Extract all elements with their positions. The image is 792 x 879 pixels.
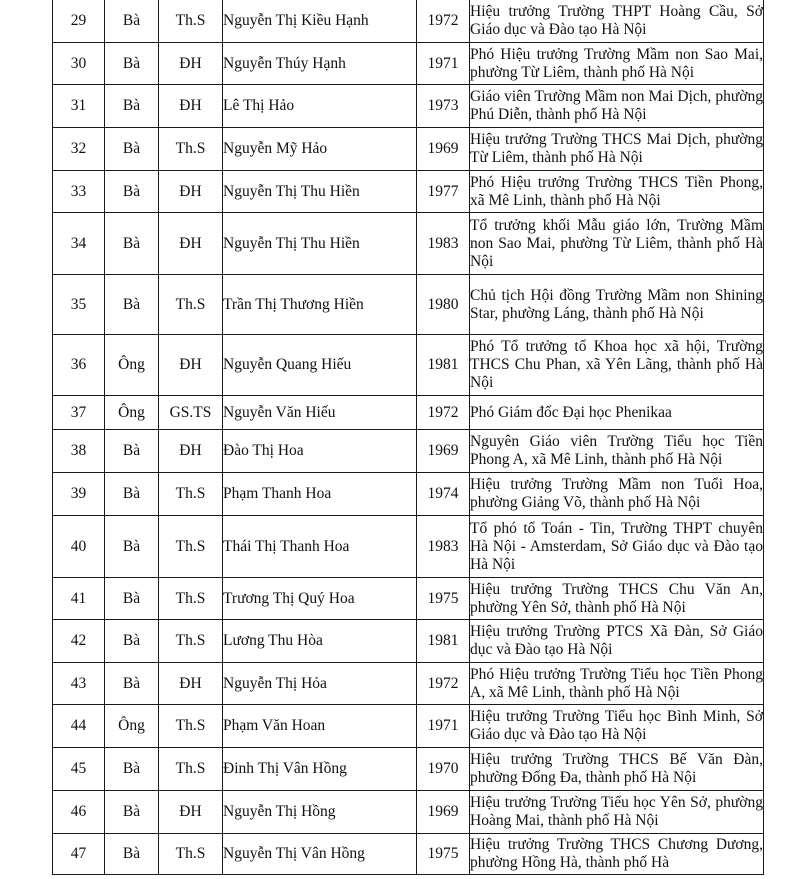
- order-number: 41: [70, 589, 87, 607]
- order-number-cell: [53, 43, 105, 85]
- academic-degree: ĐH: [179, 97, 202, 114]
- job-position-cell: [470, 834, 764, 875]
- title-honorific: Bà: [122, 182, 141, 200]
- table-row: [53, 85, 764, 128]
- job-position-cell: [470, 275, 764, 335]
- full-name: Nguyễn Thị Hỏa: [223, 674, 327, 692]
- title-honorific-cell: [105, 430, 159, 473]
- job-position-cell: [470, 516, 764, 578]
- academic-degree-cell: [159, 834, 223, 875]
- birth-year-cell: [417, 335, 470, 396]
- full-name: Phạm Văn Hoan: [223, 717, 326, 734]
- birth-year-cell: [417, 275, 470, 335]
- academic-degree: Th.S: [175, 11, 206, 29]
- academic-degree-cell: [159, 473, 223, 516]
- title-honorific-cell: [105, 43, 159, 85]
- job-position-cell: [470, 171, 764, 213]
- order-number: 43: [70, 674, 87, 692]
- full-name: Nguyễn Thị Kiều Hạnh: [223, 11, 369, 29]
- table-body: [53, 0, 764, 875]
- table-row: [53, 171, 764, 213]
- order-number-cell: [53, 791, 105, 834]
- table-row: [53, 0, 764, 43]
- order-number: 44: [70, 717, 87, 734]
- academic-degree: Th.S: [175, 632, 206, 649]
- full-name: Lê Thị Hảo: [223, 97, 295, 114]
- job-position-cell: [470, 213, 764, 275]
- order-number-cell: [53, 275, 105, 335]
- title-honorific-cell: [105, 396, 159, 430]
- order-number-cell: [53, 213, 105, 275]
- title-honorific: Bà: [122, 589, 141, 607]
- birth-year-cell: [417, 705, 470, 748]
- full-name-cell: [223, 578, 417, 620]
- birth-year: 1974: [427, 485, 459, 502]
- academic-degree-cell: [159, 0, 223, 43]
- title-honorific-cell: [105, 213, 159, 275]
- full-name-cell: [223, 620, 417, 663]
- job-position: Phó Hiệu trưởng Trường Mầm non Sao Mai, phường Từ Liêm, thành phố Hà Nội: [470, 45, 763, 81]
- table-row: [53, 663, 764, 705]
- order-number-cell: [53, 171, 105, 213]
- table-row: [53, 516, 764, 578]
- order-number-cell: [53, 705, 105, 748]
- academic-degree: Th.S: [175, 537, 206, 555]
- order-number-cell: [53, 473, 105, 516]
- academic-degree: Th.S: [175, 140, 206, 157]
- birth-year: 1972: [427, 674, 459, 692]
- order-number: 30: [70, 54, 87, 72]
- birth-year-cell: [417, 473, 470, 516]
- birth-year-cell: [417, 620, 470, 663]
- order-number: 33: [70, 182, 87, 200]
- job-position: Hiệu trưởng Trường Tiểu học Yên Sở, phường Hoàng Mai, thành phố Hà Nội: [470, 794, 763, 829]
- academic-degree-cell: [159, 85, 223, 128]
- birth-year: 1973: [427, 97, 459, 114]
- birth-year: 1975: [427, 845, 459, 862]
- title-honorific-cell: [105, 705, 159, 748]
- job-position-cell: [470, 43, 764, 85]
- academic-degree: ĐH: [179, 442, 202, 459]
- job-position: Phó Giám đốc Đại học Phenikaa: [470, 403, 672, 421]
- job-position: Hiệu trưởng Trường Mầm non Tuổi Hoa, phường Giảng Võ, thành phố Hà Nội: [470, 476, 763, 511]
- academic-degree-cell: [159, 748, 223, 791]
- academic-degree: Th.S: [175, 717, 206, 734]
- full-name: Nguyễn Thúy Hạnh: [223, 54, 346, 72]
- academic-degree-cell: [159, 516, 223, 578]
- full-name-cell: [223, 663, 417, 705]
- job-position: Hiệu trưởng Trường THCS Chu Văn An, phường Yên Sở, thành phố Hà Nội: [470, 580, 763, 616]
- title-honorific-cell: [105, 663, 159, 705]
- order-number: 47: [70, 845, 87, 862]
- birth-year: 1970: [427, 760, 459, 777]
- job-position: Phó Tổ trưởng tổ Khoa học xã hội, Trường THCS Chu Phan, xã Yên Lãng, thành phố Hà Nội: [470, 338, 763, 391]
- title-honorific-cell: [105, 0, 159, 43]
- academic-degree-cell: [159, 335, 223, 396]
- table-row: [53, 791, 764, 834]
- full-name-cell: [223, 430, 417, 473]
- birth-year: 1971: [427, 717, 459, 734]
- birth-year-cell: [417, 834, 470, 875]
- full-name: Nguyễn Mỹ Hảo: [223, 140, 328, 157]
- full-name-cell: [223, 128, 417, 171]
- academic-degree: GS.TS: [169, 403, 212, 421]
- title-honorific: Bà: [122, 54, 141, 72]
- job-position: Hiệu trưởng Trường PTCS Xã Đàn, Sở Giáo dục và Đào tạo Hà Nội: [470, 623, 763, 658]
- order-number-cell: [53, 335, 105, 396]
- full-name: Lương Thu Hòa: [223, 632, 323, 649]
- academic-degree-cell: [159, 705, 223, 748]
- birth-year-cell: [417, 578, 470, 620]
- academic-degree: Th.S: [175, 589, 206, 607]
- full-name: Đào Thị Hoa: [223, 442, 304, 459]
- order-number-cell: [53, 663, 105, 705]
- table-row: [53, 128, 764, 171]
- table-row: [53, 396, 764, 430]
- birth-year-cell: [417, 516, 470, 578]
- table-row: [53, 335, 764, 396]
- title-honorific: Bà: [122, 632, 141, 649]
- title-honorific: Bà: [122, 485, 141, 502]
- job-position-cell: [470, 396, 764, 430]
- title-honorific: Bà: [122, 760, 141, 777]
- full-name: Nguyễn Thị Vân Hồng: [223, 845, 365, 862]
- title-honorific-cell: [105, 578, 159, 620]
- academic-degree: ĐH: [179, 182, 202, 200]
- birth-year-cell: [417, 791, 470, 834]
- table-row: [53, 430, 764, 473]
- birth-year-cell: [417, 128, 470, 171]
- academic-degree: ĐH: [179, 54, 202, 72]
- birth-year: 1972: [427, 11, 459, 29]
- academic-degree: ĐH: [179, 234, 202, 252]
- order-number: 36: [70, 356, 87, 373]
- full-name-cell: [223, 705, 417, 748]
- order-number-cell: [53, 516, 105, 578]
- title-honorific: Ông: [118, 717, 145, 734]
- title-honorific-cell: [105, 516, 159, 578]
- order-number-cell: [53, 396, 105, 430]
- table-row: [53, 43, 764, 85]
- academic-degree-cell: [159, 430, 223, 473]
- title-honorific: Bà: [122, 234, 141, 252]
- job-position-cell: [470, 663, 764, 705]
- birth-year-cell: [417, 430, 470, 473]
- academic-degree: Th.S: [175, 485, 206, 502]
- title-honorific: Ông: [118, 403, 145, 421]
- job-position: Hiệu trưởng Trường Tiểu học Bình Minh, Sở Giáo dục và Đào tạo Hà Nội: [470, 708, 763, 743]
- academic-degree-cell: [159, 43, 223, 85]
- academic-degree-cell: [159, 578, 223, 620]
- full-name: Đinh Thị Vân Hồng: [223, 760, 347, 777]
- birth-year: 1983: [427, 234, 459, 252]
- order-number-cell: [53, 85, 105, 128]
- birth-year-cell: [417, 213, 470, 275]
- academic-degree: Th.S: [175, 295, 206, 313]
- full-name-cell: [223, 834, 417, 875]
- order-number-cell: [53, 0, 105, 43]
- order-number-cell: [53, 578, 105, 620]
- table-row: [53, 705, 764, 748]
- job-position-cell: [470, 748, 764, 791]
- full-name-cell: [223, 43, 417, 85]
- order-number: 42: [70, 632, 87, 649]
- order-number-cell: [53, 128, 105, 171]
- job-position: Phó Hiệu trưởng Trường Tiểu học Tiền Phong A, xã Mê Linh, thành phố Hà Nội: [470, 665, 763, 701]
- title-honorific: Bà: [122, 140, 141, 157]
- title-honorific-cell: [105, 620, 159, 663]
- full-name: Trần Thị Thương Hiền: [223, 295, 364, 313]
- job-position-cell: [470, 578, 764, 620]
- order-number-cell: [53, 834, 105, 875]
- title-honorific: Bà: [122, 537, 141, 555]
- academic-degree-cell: [159, 663, 223, 705]
- order-number-cell: [53, 748, 105, 791]
- full-name-cell: [223, 335, 417, 396]
- title-honorific-cell: [105, 834, 159, 875]
- academic-degree: ĐH: [179, 356, 202, 373]
- job-position-cell: [470, 791, 764, 834]
- title-honorific-cell: [105, 275, 159, 335]
- job-position: Nguyên Giáo viên Trường Tiểu học Tiền Phong A, xã Mê Linh, thành phố Hà Nội: [470, 433, 763, 468]
- birth-year-cell: [417, 663, 470, 705]
- full-name: Nguyễn Thị Thu Hiền: [223, 234, 360, 252]
- title-honorific: Bà: [122, 442, 141, 459]
- full-name-cell: [223, 85, 417, 128]
- table-row: [53, 275, 764, 335]
- academic-degree-cell: [159, 171, 223, 213]
- birth-year: 1983: [427, 537, 459, 555]
- job-position-cell: [470, 705, 764, 748]
- title-honorific-cell: [105, 85, 159, 128]
- order-number: 40: [70, 537, 87, 555]
- birth-year-cell: [417, 85, 470, 128]
- job-position-cell: [470, 335, 764, 396]
- birth-year-cell: [417, 0, 470, 43]
- full-name-cell: [223, 213, 417, 275]
- full-name: Trương Thị Quý Hoa: [223, 589, 355, 607]
- title-honorific-cell: [105, 748, 159, 791]
- birth-year-cell: [417, 43, 470, 85]
- full-name-cell: [223, 171, 417, 213]
- title-honorific: Bà: [122, 295, 141, 313]
- order-number: 37: [70, 403, 87, 421]
- academic-degree: ĐH: [179, 674, 202, 692]
- birth-year: 1975: [427, 589, 459, 607]
- title-honorific: Bà: [122, 845, 141, 862]
- title-honorific: Bà: [122, 11, 141, 29]
- honoree-table: [52, 0, 764, 875]
- academic-degree-cell: [159, 128, 223, 171]
- order-number-cell: [53, 430, 105, 473]
- full-name-cell: [223, 473, 417, 516]
- birth-year: 1981: [427, 632, 459, 649]
- full-name: Nguyễn Quang Hiếu: [223, 356, 352, 373]
- academic-degree: Th.S: [175, 845, 206, 862]
- job-position-cell: [470, 620, 764, 663]
- job-position-cell: [470, 85, 764, 128]
- full-name: Nguyễn Thị Thu Hiền: [223, 182, 360, 200]
- job-position: Tổ trưởng khối Mẫu giáo lớn, Trường Mầm non Sao Mai, phường Từ Liêm, thành phố Hà Nội: [470, 216, 763, 270]
- job-position-cell: [470, 430, 764, 473]
- job-position: Hiệu trưởng Trường THCS Chương Dương, phường Hồng Hà, thành phố Hà: [470, 836, 763, 871]
- full-name-cell: [223, 0, 417, 43]
- birth-year-cell: [417, 748, 470, 791]
- title-honorific-cell: [105, 473, 159, 516]
- order-number: 31: [70, 97, 87, 114]
- birth-year: 1981: [427, 356, 459, 373]
- table-row: [53, 834, 764, 875]
- job-position: Tổ phó tổ Toán - Tin, Trường THPT chuyên Hà Nội - Amsterdam, Sở Giáo dục và Đào tạo Hà Nội: [470, 519, 763, 573]
- full-name: Nguyễn Thị Hồng: [223, 803, 336, 820]
- order-number: 35: [70, 295, 87, 313]
- title-honorific: Ông: [118, 356, 145, 373]
- job-position-cell: [470, 473, 764, 516]
- full-name-cell: [223, 748, 417, 791]
- title-honorific: Bà: [122, 97, 141, 114]
- order-number: 45: [70, 760, 87, 777]
- job-position: Hiệu trưởng Trường THPT Hoàng Cầu, Sở Giáo dục và Đào tạo Hà Nội: [470, 2, 763, 38]
- academic-degree-cell: [159, 396, 223, 430]
- title-honorific-cell: [105, 128, 159, 171]
- order-number: 29: [70, 11, 87, 29]
- title-honorific-cell: [105, 171, 159, 213]
- table-row: [53, 213, 764, 275]
- academic-degree: Th.S: [175, 760, 206, 777]
- order-number: 39: [70, 485, 87, 502]
- birth-year: 1971: [427, 54, 459, 72]
- order-number-cell: [53, 620, 105, 663]
- order-number: 38: [70, 442, 87, 459]
- job-position: Chủ tịch Hội đồng Trường Mầm non Shining Star, phường Láng, thành phố Hà Nội: [470, 286, 763, 322]
- birth-year-cell: [417, 171, 470, 213]
- full-name-cell: [223, 516, 417, 578]
- title-honorific: Bà: [122, 674, 141, 692]
- order-number: 32: [70, 140, 87, 157]
- job-position: Giáo viên Trường Mầm non Mai Dịch, phường Phú Diễn, thành phố Hà Nội: [470, 88, 763, 123]
- academic-degree-cell: [159, 275, 223, 335]
- job-position: Phó Hiệu trưởng Trường THCS Tiền Phong, xã Mê Linh, thành phố Hà Nội: [470, 173, 763, 209]
- title-honorific: Bà: [122, 803, 141, 820]
- full-name: Thái Thị Thanh Hoa: [223, 537, 350, 555]
- full-name-cell: [223, 396, 417, 430]
- birth-year: 1969: [427, 803, 459, 820]
- birth-year: 1972: [427, 403, 459, 421]
- job-position: Hiệu trưởng Trường THCS Bế Văn Đàn, phường Đống Đa, thành phố Hà Nội: [470, 751, 763, 786]
- birth-year: 1969: [427, 140, 459, 157]
- job-position-cell: [470, 0, 764, 43]
- order-number: 34: [70, 234, 87, 252]
- job-position-cell: [470, 128, 764, 171]
- title-honorific-cell: [105, 791, 159, 834]
- full-name: Nguyễn Văn Hiếu: [223, 403, 336, 421]
- table-row: [53, 473, 764, 516]
- table-row: [53, 620, 764, 663]
- academic-degree-cell: [159, 620, 223, 663]
- table-row: [53, 748, 764, 791]
- birth-year: 1980: [427, 295, 459, 313]
- full-name-cell: [223, 791, 417, 834]
- academic-degree-cell: [159, 791, 223, 834]
- table-row: [53, 578, 764, 620]
- full-name: Phạm Thanh Hoa: [223, 485, 332, 502]
- job-position: Hiệu trưởng Trường THCS Mai Dịch, phường Từ Liêm, thành phố Hà Nội: [470, 131, 763, 166]
- academic-degree-cell: [159, 213, 223, 275]
- birth-year: 1977: [427, 182, 459, 200]
- order-number: 46: [70, 803, 87, 820]
- birth-year-cell: [417, 396, 470, 430]
- academic-degree: ĐH: [179, 803, 202, 820]
- birth-year: 1969: [427, 442, 459, 459]
- full-name-cell: [223, 275, 417, 335]
- title-honorific-cell: [105, 335, 159, 396]
